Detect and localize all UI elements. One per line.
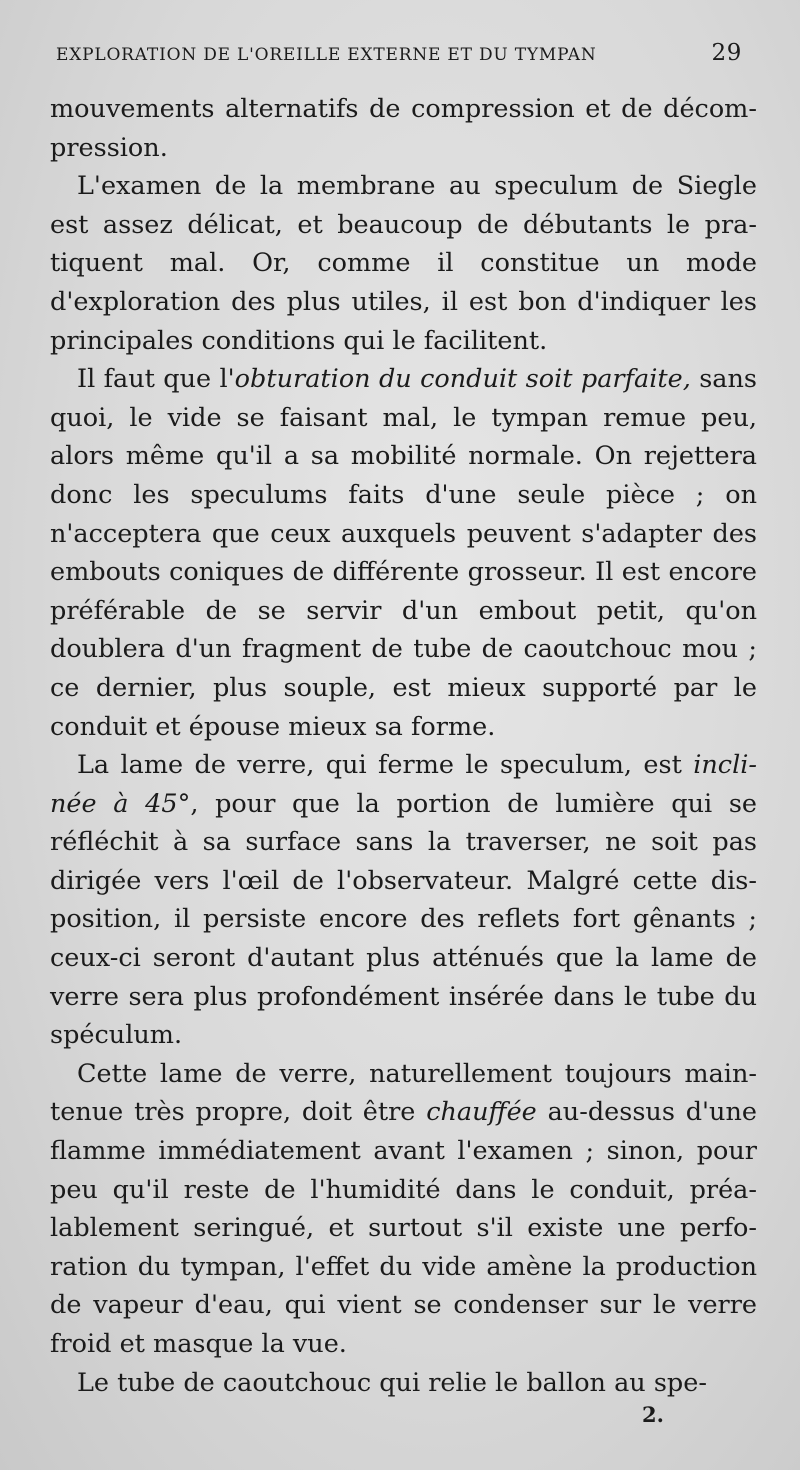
- text-segment: sans quoi, le vide se faisant mal, le tympan remue peu, alors même qu'il a sa mobilité normale. On rejettera donc les speculums faits d'une seule pièce ; on n'acceptera que ceux auxquels peuvent s'adapter des embouts coniques de différente grosseur. Il est encore préférable de se servir d'un embout petit, qu'on doublera d'un fragment de tube de caoutchouc mou ; ce dernier, plus souple, est mieux supporté par le conduit et épouse mieux sa forme.: [50, 364, 757, 742]
- page-header: [56, 40, 742, 70]
- text-segment: au-dessus d'une flamme immédiatement avant l'examen ; sinon, pour peu qu'il reste de l'humidité dans le conduit, préalablement seringué, et surtout s'il existe une perforation du tympan, l'effet du vide amène la production de vapeur d'eau, qui vient se condenser sur le verre froid et masque la vue.: [50, 1097, 757, 1359]
- signature-mark: 2.: [642, 1402, 664, 1427]
- text-segment: L'examen de la membrane au speculum de Siegle est assez délicat, et beaucoup de débutants le pratiquent mal. Or, comme il constitue un mode d'exploration des plus utiles, il est bon d'indiquer les principales conditions qui le facilitent.: [50, 171, 757, 356]
- text-segment: mouvements alternatifs de compression et de décompression.: [50, 94, 757, 163]
- text-segment: Il faut que l': [77, 364, 235, 395]
- italic-phrase: obturation du conduit soit parfaite,: [234, 364, 691, 395]
- body-text: [50, 90, 757, 1402]
- text-segment: , pour que la portion de lumière qui se réfléchit à sa surface sans la traverser, ne soit pas dirigée vers l'œil de l'observateur. Malgré cette disposition, il persiste encore des reflets fort gênants ; ceux-ci seront d'autant plus atténués que la lame de verre sera plus profondément insérée dans le tube du spéculum.: [50, 788, 757, 1051]
- running-title: EXPLORATION DE L'OREILLE EXTERNE ET DU TYMPAN: [56, 45, 597, 65]
- text-segment: La lame de verre, qui ferme le speculum, est: [77, 750, 694, 781]
- text-segment: Cette lame de verre, naturellement toujours maintenue très propre, doit être: [50, 1058, 757, 1128]
- italic-phrase: chauffée: [426, 1097, 537, 1128]
- paragraph: [50, 1055, 757, 1364]
- paragraph: [50, 167, 757, 360]
- text-segment: Le tube de caoutchouc qui relie le ballon au spe-: [77, 1367, 707, 1398]
- page-number: 29: [711, 40, 742, 66]
- paragraph: [50, 1364, 757, 1403]
- paragraph: [50, 746, 757, 1055]
- paragraph: [50, 90, 757, 167]
- paragraph: [50, 360, 757, 746]
- italic-phrase: inclinée à 45°: [50, 750, 757, 819]
